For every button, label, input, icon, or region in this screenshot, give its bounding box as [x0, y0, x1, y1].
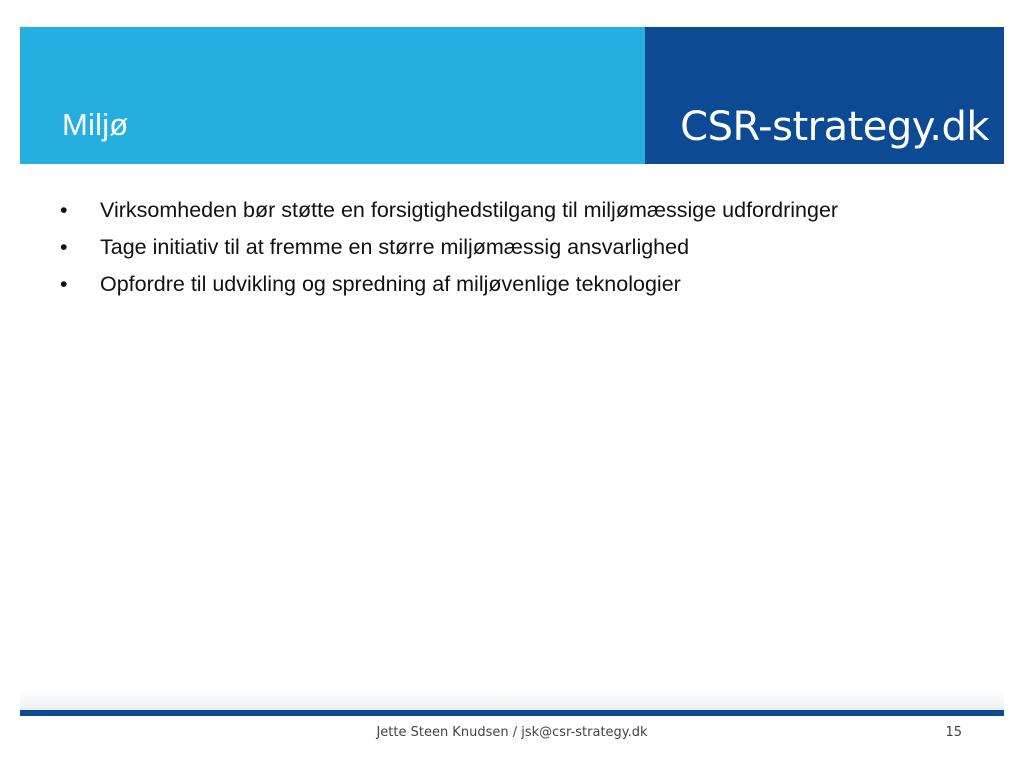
- slide-title: Miljø: [62, 107, 129, 142]
- bullet-dot-icon: •: [60, 272, 68, 296]
- footer-divider: [20, 710, 1004, 716]
- bullet-item: [58, 269, 888, 300]
- bullet-item: [58, 232, 888, 263]
- bullet-dot-icon: •: [60, 235, 68, 259]
- header-title-panel: [20, 27, 645, 164]
- bullet-text: Tage initiativ til at fremme en større miljømæssig ansvarlighed: [100, 235, 690, 259]
- bullet-dot-icon: •: [60, 198, 68, 222]
- page-number: 15: [945, 725, 962, 740]
- bullet-text: Opfordre til udvikling og spredning af miljøvenlige teknologier: [100, 272, 681, 296]
- bullet-text: Virksomheden bør støtte en forsigtighedstilgang til miljømæssige udfordringer: [100, 198, 839, 222]
- footer-author: Jette Steen Knudsen / jsk@csr-strategy.dk: [376, 725, 648, 740]
- slide-header: [20, 27, 1004, 164]
- brand-logo: CSR-strategy.dk: [680, 104, 989, 150]
- bullet-item: [58, 195, 888, 226]
- header-brand-panel: [645, 27, 1004, 164]
- footer-shadow: [20, 690, 1004, 710]
- bullet-list: [58, 195, 888, 306]
